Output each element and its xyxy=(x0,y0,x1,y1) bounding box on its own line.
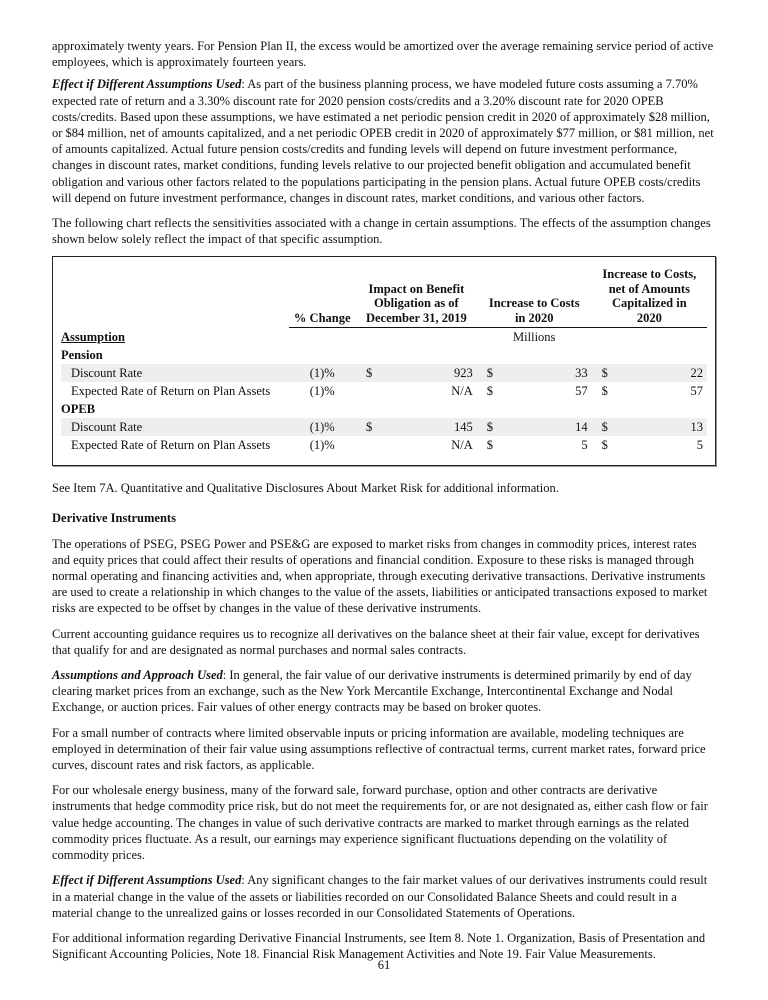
paragraph-body: : Any significant changes to the fair market values of our derivatives instruments could result in a material change in the value of the assets or liabilities recorded on our Consolidated Balance Sheets and could result in a material change to the unrealized gains or losses recorded in our Consolidated Statements of Operations. xyxy=(52,873,708,920)
paragraph-modeling-techniques: For a small number of contracts where limited observable inputs or pricing information are available, modeling techniques are employed in determination of their fair value using assumptions reflective of contractual terms, current market rates, forward price curves, discount rates and risk factors, as applicable. xyxy=(52,725,706,773)
cell-impact: 145 xyxy=(372,418,477,436)
cell-costs: 14 xyxy=(493,418,592,436)
sensitivity-table xyxy=(61,267,707,454)
section-label-pension: Pension xyxy=(61,348,103,363)
cell-net: 22 xyxy=(608,364,707,382)
page-number: 61 xyxy=(377,958,391,972)
header-percent-change: % Change xyxy=(289,267,356,328)
paragraph-body: : In general, the fair value of our derivative instruments is determined primarily by end of day clearing market prices from an exchange, such as the New York Mercantile Exchange, Intercontinental Exchange and Nodal Exchange, or auction prices. Fair values of other energy contracts may be based on broker quotes. xyxy=(52,668,692,715)
table-row xyxy=(61,382,707,400)
cell-change: (1)% xyxy=(309,438,335,453)
assumption-label: Assumption xyxy=(61,330,125,345)
cell-net: 57 xyxy=(690,384,703,399)
document-page xyxy=(52,38,716,971)
currency-symbol xyxy=(356,382,372,400)
paragraph-additional-information: For additional information regarding Derivative Financial Instruments, see Item 8. Note 1. Organization, Basis of Presentation and Significant Accounting Policies, Note 18. Financial Risk Management Activities and Note 19. Fair Value Measurements. xyxy=(52,930,706,962)
cell-change: (1)% xyxy=(309,384,335,399)
cell-change: (1)% xyxy=(289,364,356,382)
table-row xyxy=(61,346,707,364)
paragraph-wholesale-energy: For our wholesale energy business, many of the forward sale, forward purchase, option and other contracts are derivative instruments that hedge commodity price risk, but do not meet the requirements for, or are not designated as, either cash flow or fair value hedge accounting. The changes in value of such derivative contracts are marked to market through earnings as the related commodity prices fluctuate. As a result, our earnings may experience significant fluctuations depending on the volatility of commodity prices. xyxy=(52,783,708,863)
paragraph-accounting-guidance: Current accounting guidance requires us to recognize all derivatives on the balance sheet at their fair value, except for derivatives that qualify for and are designated as normal purchases and normal sales contracts. xyxy=(52,626,700,657)
paragraph-lead-heading: Effect if Different Assumptions Used xyxy=(52,873,242,888)
cell-impact: 923 xyxy=(372,364,477,382)
cell-net: 5 xyxy=(696,438,703,453)
currency-symbol: $ xyxy=(356,418,372,436)
currency-symbol: $ xyxy=(592,418,608,436)
paragraph-lead-heading: Assumptions and Approach Used xyxy=(52,668,223,683)
table-row xyxy=(61,400,707,418)
paragraph-assumptions-approach xyxy=(52,667,716,716)
cell-costs: 5 xyxy=(581,438,588,453)
row-label: Expected Rate of Return on Plan Assets xyxy=(71,384,271,399)
currency-symbol: $ xyxy=(356,364,372,382)
section-label-opeb: OPEB xyxy=(61,402,96,417)
cell-net: 13 xyxy=(608,418,707,436)
sensitivity-table-box xyxy=(52,256,716,466)
paragraph-sensitivity-intro: The following chart reflects the sensitivities associated with a change in certain assumptions. The effects of the assumption changes shown below solely reflect the impact of that specific assumption. xyxy=(52,216,711,247)
paragraph-market-risk-exposure: The operations of PSEG, PSEG Power and PSE&G are exposed to market risks from changes in commodity prices, interest rates and equity prices that could affect their results of operations and financial condition. Exposure to these risks is managed through normal operating and financing activities and, when appropriate, through executing derivative transactions. Derivative instruments are used to create a relationship in which changes to the value of the assets, liabilities or anticipated transactions exposed to market risks are expected to be offset by changes in the value of these derivative instruments. xyxy=(52,536,708,616)
row-label: Discount Rate xyxy=(61,364,289,382)
cell-impact: N/A xyxy=(451,438,473,453)
paragraph-body: : As part of the business planning process, we have modeled future costs assuming a 7.70% expected rate of return and a 3.30% discount rate for 2020 pension costs/credits and a 3.20% discount rate for 2020 OPEB costs/credits. Based upon these assumptions, we have estimated a net periodic pension credit in 2020 of approximately $28 million, or $84 million, net of amounts capitalized, and a net periodic OPEB credit in 2020 of approximately $77 million, or $81 million, net of amounts capitalized. Actual future pension costs/credits and funding levels will depend on future investment performance, changes in discount rates, market conditions, funding levels relative to our projected benefit obligation and accumulated benefit obligation and various other factors related to the populations participating in the pension plans. Actual future OPEB costs/credits will depend on future investment performance, changes in discount rates, market conditions, and various other factors. xyxy=(52,77,714,205)
paragraph-pension-amortization: approximately twenty years. For Pension Plan II, the excess would be amortized over the average remaining service period of active employees, which is approximately fourteen years. xyxy=(52,39,714,70)
cell-change: (1)% xyxy=(289,418,356,436)
row-label: Discount Rate xyxy=(61,418,289,436)
table-row xyxy=(61,418,707,436)
units-label: Millions xyxy=(513,330,556,345)
cell-impact: N/A xyxy=(451,384,473,399)
paragraph-effect-assumptions-derivatives xyxy=(52,872,716,921)
cell-costs: 57 xyxy=(575,384,588,399)
currency-symbol: $ xyxy=(592,364,608,382)
cell-costs: 33 xyxy=(493,364,592,382)
table-row xyxy=(61,328,707,346)
paragraph-effect-assumptions-pension xyxy=(52,76,716,206)
section-heading-derivative-instruments: Derivative Instruments xyxy=(52,510,176,525)
table-header-row xyxy=(61,267,707,328)
currency-symbol: $ xyxy=(477,364,493,382)
table-row xyxy=(61,364,707,382)
row-label: Expected Rate of Return on Plan Assets xyxy=(71,438,271,453)
header-impact-benefit-obligation: Impact on Benefit Obligation as of December 31, 2019 xyxy=(356,267,477,328)
table-row xyxy=(61,436,707,454)
header-increase-to-costs: Increase to Costs in 2020 xyxy=(477,267,592,328)
currency-symbol: $ xyxy=(601,438,608,453)
currency-symbol: $ xyxy=(486,384,494,399)
currency-symbol: $ xyxy=(477,418,493,436)
currency-symbol: $ xyxy=(486,438,494,453)
currency-symbol: $ xyxy=(601,384,608,399)
header-increase-net-of-capitalized: Increase to Costs, net of Amounts Capitalized in 2020 xyxy=(592,267,707,328)
paragraph-lead-heading: Effect if Different Assumptions Used xyxy=(52,77,242,92)
paragraph-see-item-7a: See Item 7A. Quantitative and Qualitative Disclosures About Market Risk for additional information. xyxy=(52,481,559,496)
currency-symbol xyxy=(356,436,372,454)
